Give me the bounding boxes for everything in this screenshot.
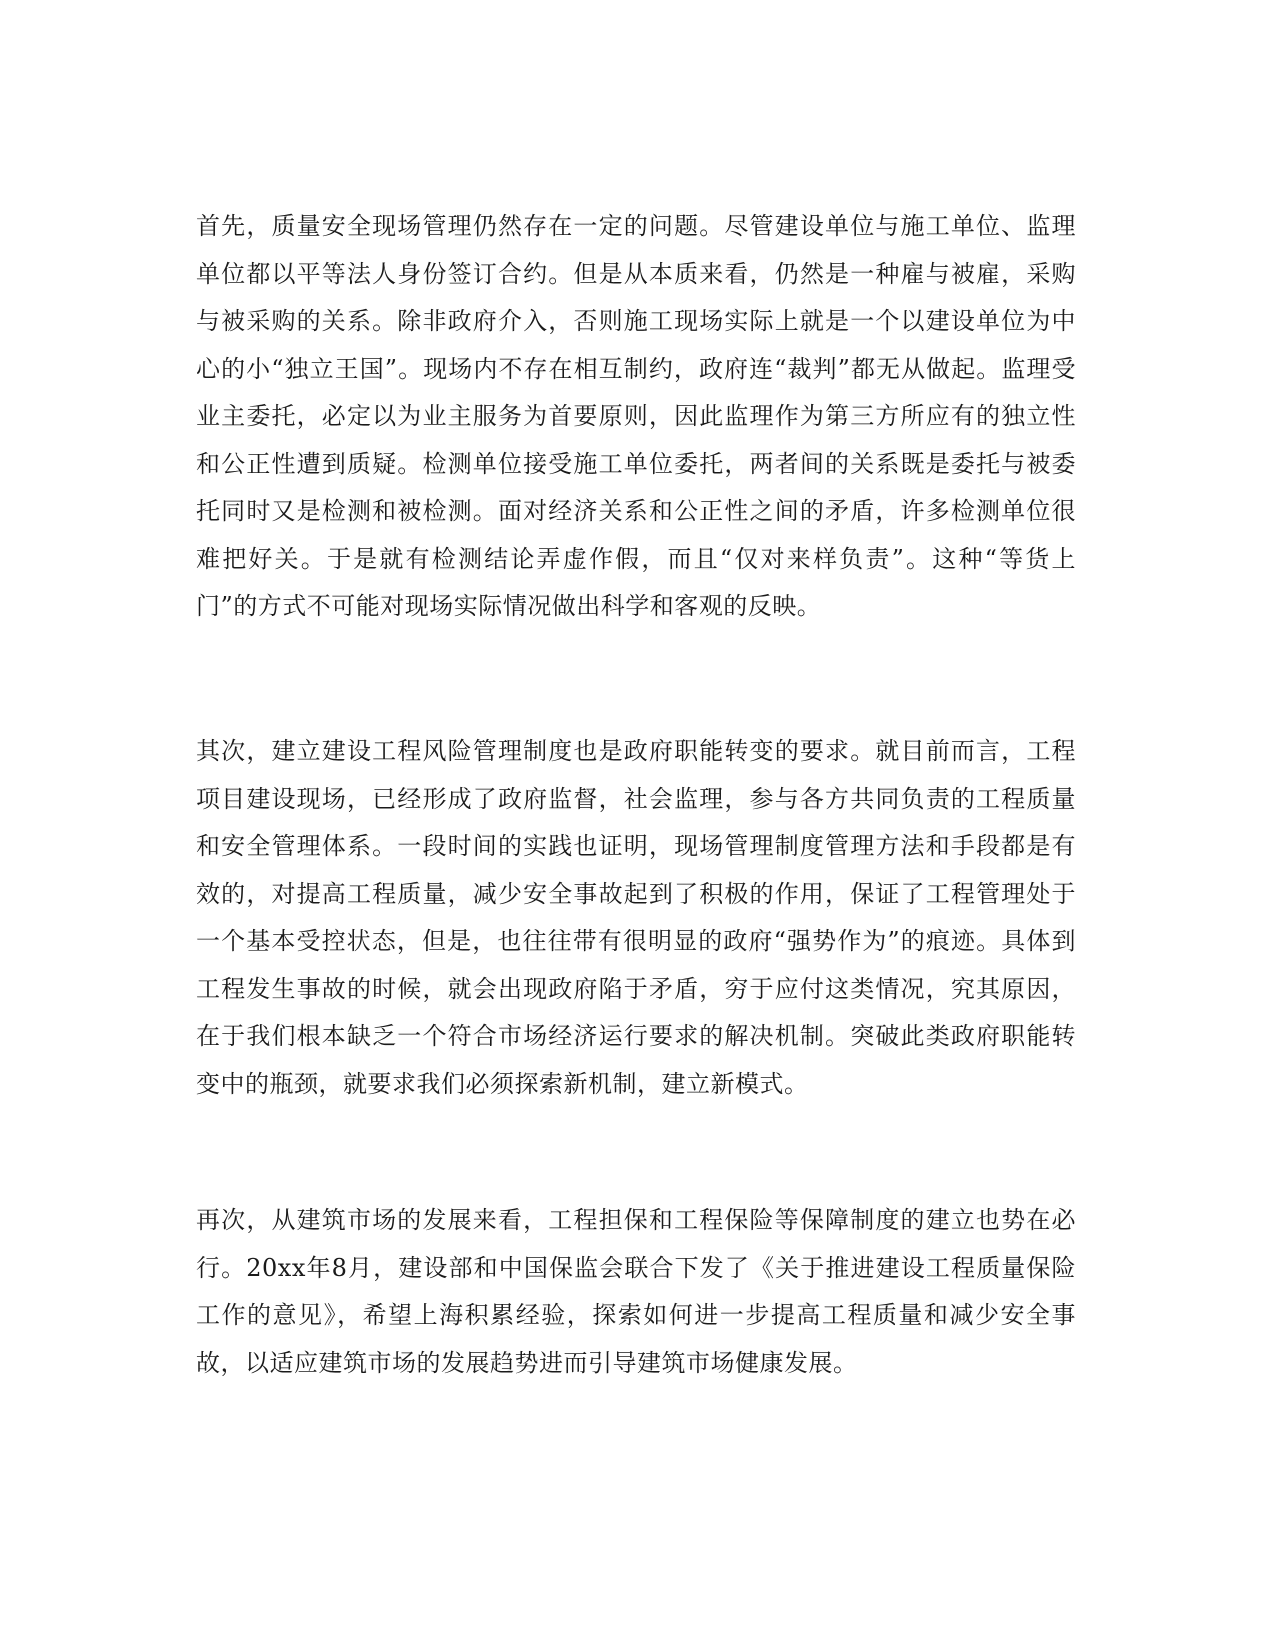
paragraph-risk-management: 其次，建立建设工程风险管理制度也是政府职能转变的要求。就目前而言，工程项目建设现场，已经形成了政府监督，社会监理，参与各方共同负责的工程质量和安全管理体系。一段时间的实践也证明，现场管理制度管理方法和手段都是有效的，对提高工程质量，减少安全事故起到了积极的作用，保证了工程管理处于一个基本受控状态，但是，也往往带有很明显的政府“强势作为”的痕迹。具体到工程发生事故的时候，就会出现政府陷于矛盾，穷于应付这类情况，究其原因，在于我们根本缺乏一个符合市场经济运行要求的解决机制。突破此类政府职能转变中的瓶颈，就要求我们必须探索新机制，建立新模式。 — [196, 737, 1076, 1098]
paragraph-market-development: 再次，从建筑市场的发展来看，工程担保和工程保险等保障制度的建立也势在必行。20xx年8月，建设部和中国保监会联合下发了《关于推进建设工程质量保险工作的意见》，希望上海积累经验，探索如何进一步提高工程质量和减少安全事故，以适应建筑市场的发展趋势进而引导建筑市场健康发展。 — [196, 1206, 1076, 1377]
paragraph-quality-safety: 首先，质量安全现场管理仍然存在一定的问题。尽管建设单位与施工单位、监理单位都以平等法人身份签订合约。但是从本质来看，仍然是一种雇与被雇，采购与被采购的关系。除非政府介入，否则施工现场实际上就是一个以建设单位为中心的小“独立王国”。现场内不存在相互制约，政府连“裁判”都无从做起。监理受业主委托，必定以为业主服务为首要原则，因此监理作为第三方所应有的独立性和公正性遭到质疑。检测单位接受施工单位委托，两者间的关系既是委托与被委托同时又是检测和被检测。面对经济关系和公正性之间的矛盾，许多检测单位很难把好关。于是就有检测结论弄虚作假，而且“仅对来样负责”。这种“等货上门”的方式不可能对现场实际情况做出科学和客观的反映。 — [196, 212, 1076, 620]
